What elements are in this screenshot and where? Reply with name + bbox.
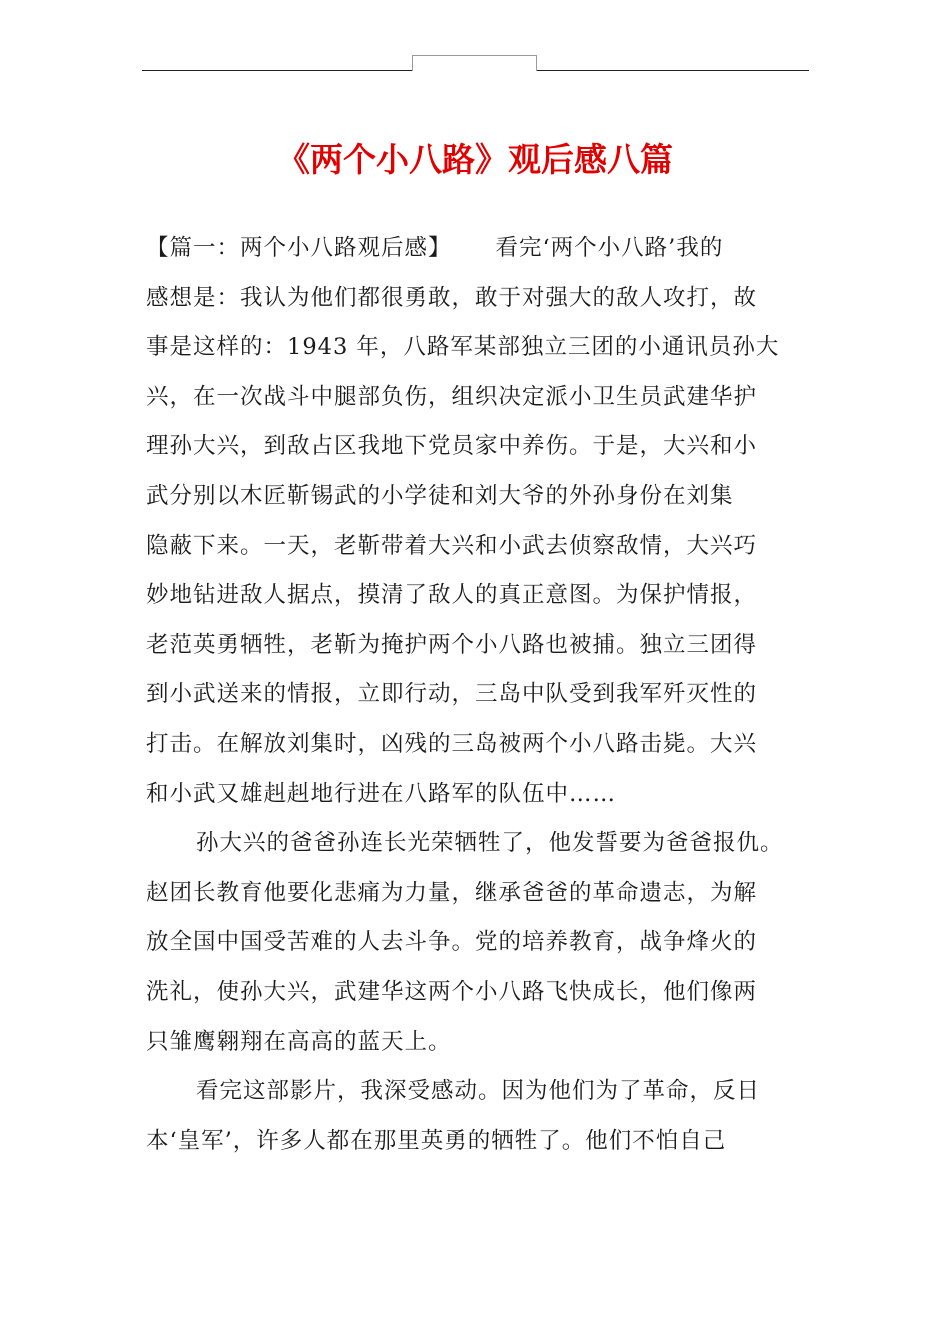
document-body <box>146 224 808 1166</box>
text-line: 老范英勇牺牲，老靳为掩护两个小八路也被捕。独立三团得 <box>146 631 758 658</box>
text-line: 感想是：我认为他们都很勇敢，敢于对强大的敌人攻打，故 <box>146 284 758 311</box>
text-line: 和小武又雄赳赳地行进在八路军的队伍中…… <box>146 780 617 807</box>
text-line: 武分别以木匠靳锡武的小学徒和刘大爷的外孙身份在刘集 <box>146 482 734 509</box>
text-line: 事是这样的：1943 年，八路军某部独立三团的小通讯员孙大 <box>146 334 780 361</box>
text-line: 本‘皇军’，许多人都在那里英勇的牺牲了。他们不怕自己 <box>146 1127 727 1154</box>
text-line: 妙地钻进敌人据点，摸清了敌人的真正意图。为保护情报， <box>146 582 758 609</box>
section-heading: 【篇一：两个小八路观后感】 <box>146 235 452 261</box>
text-line: 到小武送来的情报，立即行动，三岛中队受到我军歼灭性的 <box>146 681 758 708</box>
paragraph-start-line: 看完这部影片，我深受感动。因为他们为了革命，反日 <box>196 1078 761 1105</box>
text-line: 放全国中国受苦难的人去斗争。党的培养教育，战争烽火的 <box>146 929 758 956</box>
text-segment: 看完‘两个小八路’我的 <box>495 235 724 261</box>
document-title: 《两个小八路》观后感八篇 <box>277 140 673 179</box>
text-line <box>146 224 808 274</box>
text-line: 隐蔽下来。一天，老靳带着大兴和小武去侦察敌情，大兴巧 <box>146 532 758 559</box>
text-line: 打击。在解放刘集时，凶残的三岛被两个小八路击毙。大兴 <box>146 730 758 757</box>
text-line: 洗礼，使孙大兴，武建华这两个小八路飞快成长，他们像两 <box>146 978 758 1005</box>
text-line: 只雏鹰翱翔在高高的蓝天上。 <box>146 1028 452 1055</box>
text-line: 兴，在一次战斗中腿部负伤，组织决定派小卫生员武建华护 <box>146 383 758 410</box>
text-line: 赵团长教育他要化悲痛为力量，继承爸爸的革命遗志，为解 <box>146 879 758 906</box>
text-line: 理孙大兴，到敌占区我地下党员家中养伤。于是，大兴和小 <box>146 433 758 460</box>
header-tab <box>412 55 537 71</box>
paragraph-start-line: 孙大兴的爸爸孙连长光荣牺牲了，他发誓要为爸爸报仇。 <box>196 830 784 857</box>
